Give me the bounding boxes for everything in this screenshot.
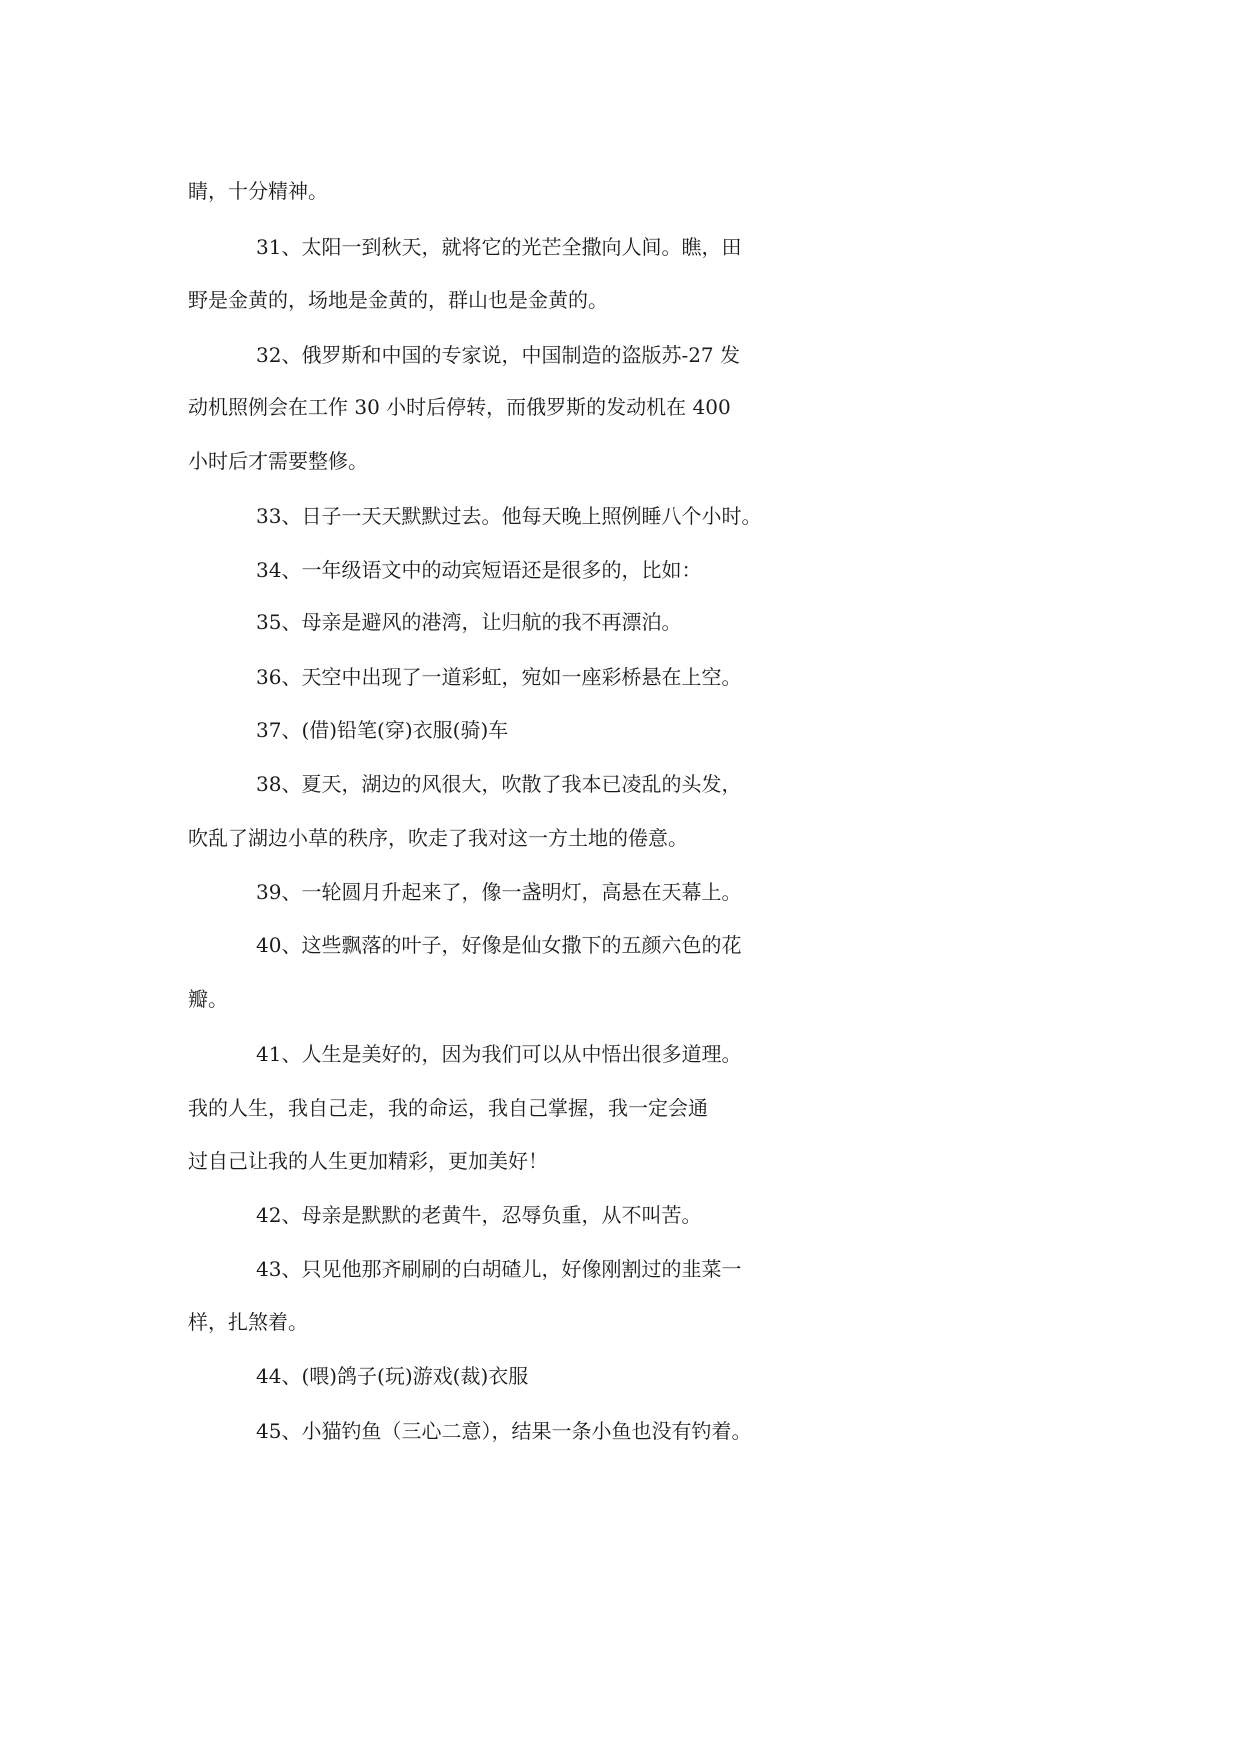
text-line: 42、母亲是默默的老黄牛，忍辱负重，从不叫苦。 [256,1203,702,1227]
text-line: 睛，十分精神。 [188,179,328,203]
text-line: 野是金黄的，场地是金黄的，群山也是金黄的。 [188,288,608,312]
text-line: 45、小猫钓鱼（三心二意），结果一条小鱼也没有钓着。 [256,1419,752,1443]
text-line: 31、太阳一到秋天，就将它的光芒全撒向人间。瞧，田 [256,235,742,259]
text-line: 37、(借)铅笔(穿)衣服(骑)车 [256,718,509,742]
text-line: 36、天空中出现了一道彩虹，宛如一座彩桥悬在上空。 [256,665,742,689]
text-line: 瓣。 [188,987,228,1011]
text-line: 41、人生是美好的，因为我们可以从中悟出很多道理。 [256,1042,742,1066]
text-line: 33、日子一天天默默过去。他每天晚上照例睡八个小时。 [256,504,762,528]
text-line: 样，扎煞着。 [188,1310,308,1334]
text-line: 过自己让我的人生更加精彩，更加美好！ [188,1149,548,1173]
text-line: 我的人生，我自己走，我的命运，我自己掌握，我一定会通 [188,1096,708,1120]
text-line: 小时后才需要整修。 [188,449,368,473]
text-line: 34、一年级语文中的动宾短语还是很多的，比如： [256,558,702,582]
text-line: 40、这些飘落的叶子，好像是仙女撒下的五颜六色的花 [256,933,742,957]
text-line: 39、一轮圆月升起来了，像一盏明灯，高悬在天幕上。 [256,880,742,904]
text-line: 吹乱了湖边小草的秩序，吹走了我对这一方土地的倦意。 [188,826,688,850]
text-line: 44、(喂)鸽子(玩)游戏(裁)衣服 [256,1364,529,1388]
text-line: 32、俄罗斯和中国的专家说，中国制造的盗版苏-27 发 [256,343,741,367]
text-line: 38、夏天，湖边的风很大，吹散了我本已凌乱的头发， [256,772,742,796]
text-line: 动机照例会在工作 30 小时后停转，而俄罗斯的发动机在 400 [188,395,731,419]
text-line: 35、母亲是避风的港湾，让归航的我不再漂泊。 [256,610,682,634]
text-line: 43、只见他那齐刷刷的白胡碴儿，好像刚割过的韭菜一 [256,1257,742,1281]
